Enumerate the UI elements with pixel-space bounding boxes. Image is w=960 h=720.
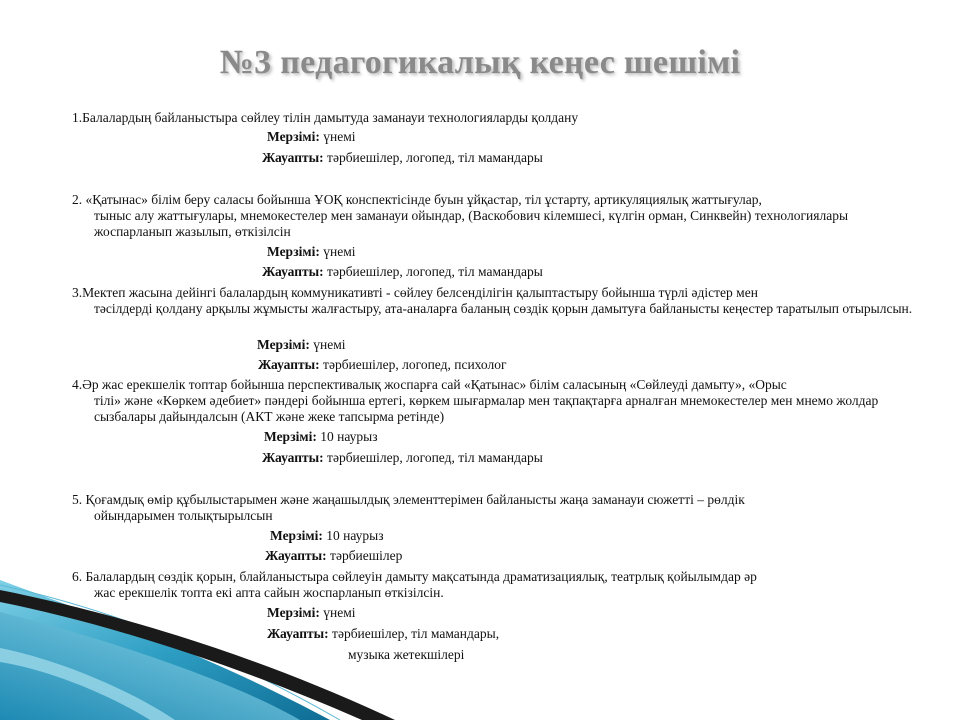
decision-1-responsible <box>262 150 543 166</box>
decision-4-responsible <box>262 450 543 466</box>
decision-5-deadline <box>270 528 384 544</box>
decision-6-line-1: 6. Балалардың сөздік қорын, блайланыстыра сөйлеуін дамыту мақсатында драматизациялық, театрлық қойылымдар әр <box>72 569 757 584</box>
deadline-value: 10 наурыз <box>322 528 384 543</box>
deadline-value: үнемі <box>319 605 356 620</box>
decision-2-deadline <box>267 244 356 260</box>
decision-5-line-1: 5. Қоғамдық өмір құбылыстарымен және жаңашылдық элементтерімен байланысты жаңа заманауи сюжетті – рөлдік <box>72 492 745 507</box>
responsible-value: тәрбиешілер, тіл мамандары, <box>328 626 500 641</box>
decision-4-deadline <box>264 429 378 445</box>
deadline-value: үнемі <box>319 244 356 259</box>
decision-6-line-2: жас ерекшелік топта екі апта сайын жоспарланып өткізілсін. <box>94 584 444 600</box>
deadline-label: Мерзімі: <box>257 337 310 352</box>
deadline-label: Мерзімі: <box>264 429 317 444</box>
decision-2-line-1: 2. «Қатынас» білім беру саласы бойынша ҰОҚ конспектісінде буын ұйқастар, тіл ұстарту, артикуляциялық жаттығулар, <box>72 192 762 207</box>
responsible-label: Жауапты: <box>262 264 324 279</box>
responsible-label: Жауапты: <box>258 357 320 372</box>
decision-2-text <box>72 192 922 239</box>
decision-5-line-2: ойындарымен толықтырылсын <box>94 507 273 523</box>
responsible-value: тәрбиешілер, логопед, психолог <box>319 357 507 372</box>
decision-4-text <box>72 377 922 424</box>
responsible-label: Жауапты: <box>262 450 324 465</box>
deadline-label: Мерзімі: <box>267 244 320 259</box>
decision-3-deadline <box>257 337 346 353</box>
responsible-value: тәрбиешілер, логопед, тіл мамандары <box>323 450 543 465</box>
deadline-value: 10 наурыз <box>316 429 378 444</box>
decision-6-deadline <box>267 605 356 621</box>
decision-6-text <box>72 569 922 601</box>
decision-5-responsible <box>265 548 402 564</box>
responsible-value: тәрбиешілер, логопед, тіл мамандары <box>323 150 543 165</box>
decision-3-text <box>72 285 922 317</box>
responsible-label: Жауапты: <box>265 548 327 563</box>
deadline-label: Мерзімі: <box>267 605 320 620</box>
decision-6-responsible-extra: музыка жетекшілері <box>348 647 465 662</box>
deadline-value: үнемі <box>309 337 346 352</box>
responsible-value: тәрбиешілер, логопед, тіл мамандары <box>323 264 543 279</box>
deadline-label: Мерзімі: <box>267 129 320 144</box>
responsible-value: тәрбиешілер <box>326 548 403 563</box>
decision-3-line-2: тәсілдерді қолдану арқылы жұмысты жалғастыру, ата-аналарға баланың сөздік қорын дамытуға байланысты кеңестер таратылып отырылсын. <box>94 300 913 316</box>
decision-2-line-2: тыныс алу жаттығулары, мнемокестелер мен заманауи ойындар, (Васкобович кілемшесі, күлгін орман, Синквейн) технологиялары жоспарланып жазылып, өткізілсін <box>94 207 849 239</box>
decision-1-deadline <box>267 129 356 145</box>
decision-4-line-2: тілі» және «Көркем әдебиет» пәндері бойынша ертегі, көркем шығармалар мен тақпақтарға арналған мнемокестелер мен мнемо жолдар сызбалары дайындалсын (АКТ және жеке тапсырма ретінде) <box>94 392 879 424</box>
deadline-value: үнемі <box>319 129 356 144</box>
page-title: №3 педагогикалық кеңес шешімі <box>219 44 741 81</box>
decision-5-text <box>72 492 922 524</box>
deadline-label: Мерзімі: <box>270 528 323 543</box>
decision-3-line-1: 3.Мектеп жасына дейінгі балалардың коммуникативті - сөйлеу белсенділігін қалыптастыру бойынша түрлі әдістер мен <box>72 285 758 300</box>
responsible-label: Жауапты: <box>262 150 324 165</box>
decision-3-responsible <box>258 357 507 373</box>
decision-1-text: 1.Балалардың байланыстыра сөйлеу тілін дамытуда заманауи технологияларды қолдану <box>72 110 579 125</box>
decision-2-responsible <box>262 264 543 280</box>
decision-6-responsible <box>267 626 499 642</box>
responsible-label: Жауапты: <box>267 626 329 641</box>
decision-4-line-1: 4.Әр жас ерекшелік топтар бойынша перспективалық жоспарға сай «Қатынас» білім саласының «Сөйлеуді дамыту», «Орыс <box>72 377 787 392</box>
